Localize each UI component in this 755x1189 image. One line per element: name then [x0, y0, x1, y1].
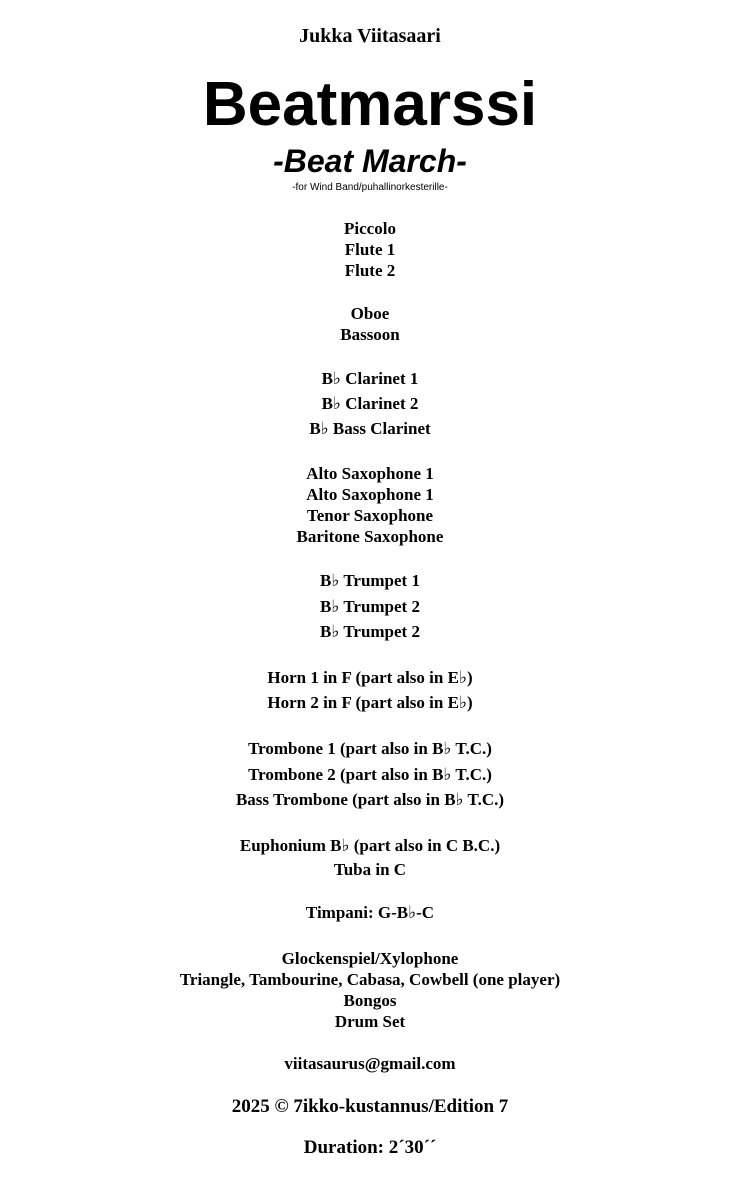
instrument-line: B♭ Trumpet 2	[320, 597, 420, 616]
instrument-line: Oboe	[350, 304, 390, 323]
instrument-line: Bassoon	[340, 325, 400, 344]
ensemble-note: -for Wind Band/puhallinorkesterille-	[292, 182, 448, 193]
instrument-line: Triangle, Tambourine, Cabasa, Cowbell (one player)	[179, 970, 561, 989]
instrument-line: Flute 2	[344, 261, 396, 280]
instrument-line: Tenor Saxophone	[306, 506, 434, 525]
instrument-line: Bongos	[343, 991, 397, 1010]
instrument-line: Baritone Saxophone	[296, 527, 444, 546]
instrument-line: Trombone 1 (part also in B♭ T.C.)	[248, 739, 492, 758]
instrument-line: B♭ Trumpet 1	[320, 571, 420, 590]
instrument-line: B♭ Clarinet 1	[321, 369, 419, 388]
instrument-line: B♭ Trumpet 2	[320, 622, 420, 641]
piece-title: Beatmarssi	[202, 70, 538, 139]
copyright-notice: 2025 © 7ikko-kustannus/Edition 7	[231, 1096, 509, 1117]
instrument-line: Euphonium B♭ (part also in C B.C.)	[239, 836, 501, 855]
instrument-line: Alto Saxophone 1	[306, 485, 434, 504]
contact-email: viitasaurus@gmail.com	[284, 1054, 456, 1073]
duration-note: Duration: 2´30´´	[303, 1137, 437, 1158]
instrument-line: Timpani: G-B♭-C	[305, 903, 435, 922]
instrument-line: Piccolo	[344, 219, 396, 238]
instrument-line: Tuba in C	[333, 860, 407, 879]
instrument-line: Alto Saxophone 1	[306, 464, 434, 483]
instrument-line: Trombone 2 (part also in B♭ T.C.)	[248, 765, 492, 784]
piece-subtitle: -Beat March-	[273, 143, 467, 179]
instrument-line: Horn 1 in F (part also in E♭)	[267, 668, 473, 687]
instrument-line: B♭ Bass Clarinet	[309, 419, 431, 438]
instrument-line: Drum Set	[334, 1012, 406, 1031]
instrument-line: Horn 2 in F (part also in E♭)	[267, 693, 473, 712]
instrument-line: Flute 1	[344, 240, 396, 259]
instrument-line: B♭ Clarinet 2	[321, 394, 419, 413]
composer-name: Jukka Viitasaari	[299, 25, 441, 47]
instrument-line: Glockenspiel/Xylophone	[281, 949, 459, 968]
instrument-line: Bass Trombone (part also in B♭ T.C.)	[235, 790, 505, 809]
